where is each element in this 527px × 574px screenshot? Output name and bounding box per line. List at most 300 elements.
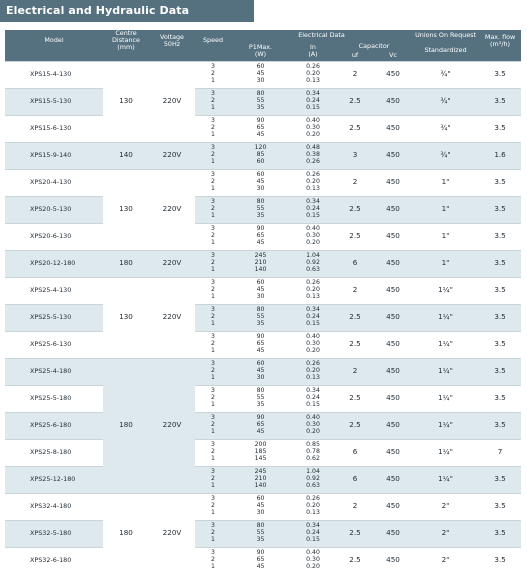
speed-cell-line: 3 — [211, 468, 215, 476]
capacitor-vc-cell: 450 — [374, 439, 412, 466]
union-cell: 1" — [412, 196, 479, 223]
p1max-cell-line: 90 — [256, 414, 265, 422]
model-cell: XPS25-8-180 — [5, 439, 103, 466]
capacitor-uf-cell: 2.5 — [336, 331, 374, 358]
max-flow-cell: 3.5 — [479, 250, 521, 277]
current-cell-line: 1.04 — [306, 468, 320, 476]
centre-distance-cell: 180 — [103, 250, 149, 277]
capacitor-uf-cell: 2.5 — [336, 88, 374, 115]
centre-distance-cell: 140 — [103, 142, 149, 169]
p1max-cell — [231, 520, 290, 547]
capacitor-uf-cell: 2 — [336, 358, 374, 385]
speed-cell-line: 3 — [211, 117, 215, 125]
p1max-cell-line: 90 — [256, 117, 265, 125]
p1max-cell — [231, 466, 290, 493]
p1max-cell-line: 90 — [256, 225, 265, 233]
model-cell: XPS15-5-130 — [5, 88, 103, 115]
header-electrical-data: Electrical Data — [231, 30, 412, 41]
p1max-cell-line: 35 — [256, 319, 265, 327]
p1max-cell — [231, 277, 290, 304]
p1max-cell-line: 30 — [256, 184, 265, 192]
speed-cell-line: 1 — [211, 292, 215, 300]
max-flow-cell: 3.5 — [479, 412, 521, 439]
current-cell-line: 0.24 — [306, 97, 320, 105]
current-cell-line: 0.48 — [306, 144, 320, 152]
p1max-cell — [231, 439, 290, 466]
voltage-cell: 220V — [149, 142, 195, 169]
current-cell-line: 0.30 — [306, 556, 320, 564]
speed-cell-line: 3 — [211, 360, 215, 368]
model-cell: XPS25-5-130 — [5, 304, 103, 331]
max-flow-cell: 3.5 — [479, 61, 521, 88]
table-row — [5, 412, 521, 439]
model-cell: XPS32-6-180 — [5, 547, 103, 574]
p1max-cell-line: 30 — [256, 508, 265, 516]
max-flow-cell: 3.5 — [479, 547, 521, 574]
speed-cell-line: 2 — [211, 151, 215, 159]
current-cell — [290, 223, 336, 250]
centre-distance-cell: 130 — [103, 277, 149, 358]
speed-cell-line: 3 — [211, 414, 215, 422]
current-cell — [290, 439, 336, 466]
p1max-cell-line: 90 — [256, 549, 265, 557]
p1max-cell — [231, 412, 290, 439]
model-cell: XPS15-9-140 — [5, 142, 103, 169]
p1max-cell-line: 65 — [256, 124, 265, 132]
p1max-cell-line: 60 — [256, 360, 265, 368]
speed-cell-line: 1 — [211, 211, 215, 219]
speed-cell-line: 3 — [211, 387, 215, 395]
table-row — [5, 358, 521, 385]
max-flow-cell: 3.5 — [479, 358, 521, 385]
current-cell-line: 0.13 — [306, 508, 320, 516]
header-voltage: Voltage 50Hz — [149, 30, 195, 51]
p1max-cell — [231, 250, 290, 277]
model-cell: XPS32-5-180 — [5, 520, 103, 547]
current-cell — [290, 466, 336, 493]
current-cell-line: 0.24 — [306, 205, 320, 213]
current-cell-line: 0.20 — [306, 70, 320, 78]
max-flow-cell: 3.5 — [479, 520, 521, 547]
speed-cell-line: 2 — [211, 421, 215, 429]
header-centre-distance: Centre Distance (mm) — [103, 30, 149, 51]
current-cell-line: 0.34 — [306, 90, 320, 98]
capacitor-vc-cell: 450 — [374, 385, 412, 412]
table-row — [5, 61, 521, 88]
current-cell — [290, 169, 336, 196]
current-cell-line: 0.15 — [306, 535, 320, 543]
max-flow-cell: 3.5 — [479, 466, 521, 493]
speed-cell — [195, 88, 231, 115]
union-cell: 1¼" — [412, 385, 479, 412]
current-cell-line: 0.34 — [306, 387, 320, 395]
p1max-cell-line: 65 — [256, 556, 265, 564]
max-flow-cell: 3.5 — [479, 304, 521, 331]
capacitor-vc-cell: 450 — [374, 196, 412, 223]
speed-cell-line: 1 — [211, 265, 215, 273]
current-cell-line: 0.30 — [306, 232, 320, 240]
capacitor-uf-cell: 2 — [336, 61, 374, 88]
current-cell-line: 0.38 — [306, 151, 320, 159]
capacitor-vc-cell: 450 — [374, 304, 412, 331]
current-cell-line: 0.92 — [306, 259, 320, 267]
capacitor-uf-cell: 2.5 — [336, 412, 374, 439]
p1max-cell — [231, 547, 290, 574]
current-cell-line: 0.34 — [306, 198, 320, 206]
current-cell-line: 0.30 — [306, 421, 320, 429]
speed-cell — [195, 169, 231, 196]
current-cell-line: 0.26 — [306, 63, 320, 71]
speed-cell-line: 1 — [211, 400, 215, 408]
speed-cell-line: 2 — [211, 475, 215, 483]
table-row — [5, 493, 521, 520]
current-cell-line: 0.20 — [306, 563, 320, 571]
header-p1max: P1Max. (W) — [231, 41, 290, 61]
speed-cell-line: 2 — [211, 259, 215, 267]
current-cell-line: 0.62 — [306, 454, 320, 462]
capacitor-vc-cell: 450 — [374, 88, 412, 115]
p1max-cell — [231, 358, 290, 385]
speed-cell-line: 1 — [211, 238, 215, 246]
p1max-cell-line: 90 — [256, 333, 265, 341]
speed-cell-line: 2 — [211, 178, 215, 186]
capacitor-vc-cell: 450 — [374, 520, 412, 547]
voltage-cell: 220V — [149, 358, 195, 493]
current-cell — [290, 520, 336, 547]
speed-cell-line: 3 — [211, 306, 215, 314]
capacitor-uf-cell: 6 — [336, 466, 374, 493]
speed-cell — [195, 142, 231, 169]
speed-cell-line: 1 — [211, 427, 215, 435]
capacitor-uf-cell: 2.5 — [336, 115, 374, 142]
table-row — [5, 196, 521, 223]
model-cell: XPS32-4-180 — [5, 493, 103, 520]
section-title: Electrical and Hydraulic Data — [6, 4, 190, 17]
table-row — [5, 223, 521, 250]
table-row — [5, 88, 521, 115]
capacitor-vc-cell: 450 — [374, 223, 412, 250]
speed-cell-line: 3 — [211, 198, 215, 206]
p1max-cell-line: 80 — [256, 198, 265, 206]
p1max-cell-line: 45 — [256, 502, 265, 510]
p1max-cell-line: 85 — [256, 151, 265, 159]
centre-distance-cell: 130 — [103, 61, 149, 142]
header-speed-sub — [195, 51, 231, 61]
current-cell-line: 0.34 — [306, 306, 320, 314]
union-cell: 2" — [412, 493, 479, 520]
union-cell: 1¼" — [412, 358, 479, 385]
speed-cell-line: 1 — [211, 76, 215, 84]
current-cell-line: 0.30 — [306, 340, 320, 348]
table-row — [5, 142, 521, 169]
speed-cell — [195, 196, 231, 223]
speed-cell-line: 3 — [211, 522, 215, 530]
centre-distance-cell: 180 — [103, 358, 149, 493]
current-cell-line: 0.15 — [306, 211, 320, 219]
union-cell: ¾" — [412, 115, 479, 142]
model-cell: XPS15-6-130 — [5, 115, 103, 142]
max-flow-cell: 3.5 — [479, 493, 521, 520]
current-cell-line: 0.40 — [306, 333, 320, 341]
current-cell-line: 0.26 — [306, 360, 320, 368]
current-cell-line: 0.26 — [306, 157, 320, 165]
current-cell-line: 0.13 — [306, 184, 320, 192]
current-cell-line: 0.13 — [306, 76, 320, 84]
model-cell: XPS25-6-130 — [5, 331, 103, 358]
p1max-cell — [231, 223, 290, 250]
p1max-cell — [231, 304, 290, 331]
table-row — [5, 169, 521, 196]
union-cell: 1¼" — [412, 412, 479, 439]
speed-cell-line: 1 — [211, 130, 215, 138]
current-cell — [290, 412, 336, 439]
p1max-cell-line: 45 — [256, 130, 265, 138]
header-uf: uf — [336, 51, 374, 61]
capacitor-vc-cell: 450 — [374, 466, 412, 493]
current-cell — [290, 196, 336, 223]
p1max-cell — [231, 331, 290, 358]
current-cell — [290, 88, 336, 115]
header-standardized: Standardized — [412, 41, 479, 61]
header-capacitor: Capacitor — [336, 41, 412, 51]
p1max-cell-line: 30 — [256, 292, 265, 300]
capacitor-uf-cell: 6 — [336, 439, 374, 466]
p1max-cell-line: 145 — [254, 454, 267, 462]
p1max-cell-line: 60 — [256, 157, 265, 165]
current-cell-line: 0.30 — [306, 124, 320, 132]
current-cell — [290, 331, 336, 358]
header-model-sub — [5, 51, 103, 61]
speed-cell — [195, 358, 231, 385]
speed-cell — [195, 547, 231, 574]
union-cell: 1¼" — [412, 304, 479, 331]
speed-cell-line: 1 — [211, 508, 215, 516]
speed-cell-line: 1 — [211, 481, 215, 489]
speed-cell-line: 3 — [211, 279, 215, 287]
union-cell: 2" — [412, 520, 479, 547]
p1max-cell-line: 245 — [254, 468, 267, 476]
current-cell-line: 0.15 — [306, 103, 320, 111]
p1max-cell-line: 200 — [254, 441, 267, 449]
p1max-cell-line: 210 — [254, 259, 267, 267]
speed-cell — [195, 520, 231, 547]
current-cell-line: 0.24 — [306, 529, 320, 537]
p1max-cell-line: 140 — [254, 481, 267, 489]
model-cell: XPS15-4-130 — [5, 61, 103, 88]
speed-cell-line: 2 — [211, 502, 215, 510]
speed-cell-line: 2 — [211, 205, 215, 213]
header-flow-sub — [479, 51, 521, 61]
speed-cell — [195, 223, 231, 250]
p1max-cell-line: 45 — [256, 367, 265, 375]
current-cell-line: 0.20 — [306, 367, 320, 375]
table-row — [5, 115, 521, 142]
p1max-cell-line: 45 — [256, 427, 265, 435]
table-row — [5, 304, 521, 331]
current-cell-line: 0.24 — [306, 313, 320, 321]
max-flow-cell: 3.5 — [479, 169, 521, 196]
speed-cell-line: 2 — [211, 556, 215, 564]
p1max-cell-line: 35 — [256, 535, 265, 543]
max-flow-cell: 3.5 — [479, 385, 521, 412]
model-cell: XPS20-6-130 — [5, 223, 103, 250]
speed-cell — [195, 277, 231, 304]
current-cell-line: 0.40 — [306, 549, 320, 557]
union-cell: 1" — [412, 250, 479, 277]
speed-cell-line: 3 — [211, 90, 215, 98]
table-row — [5, 520, 521, 547]
speed-cell-line: 1 — [211, 319, 215, 327]
current-cell-line: 0.34 — [306, 522, 320, 530]
speed-cell-line: 3 — [211, 549, 215, 557]
speed-cell-line: 2 — [211, 97, 215, 105]
p1max-cell — [231, 61, 290, 88]
header-speed: Speed — [195, 30, 231, 51]
current-cell-line: 0.15 — [306, 400, 320, 408]
voltage-cell: 220V — [149, 493, 195, 574]
union-cell: 2" — [412, 547, 479, 574]
speed-cell-line: 3 — [211, 171, 215, 179]
max-flow-cell: 3.5 — [479, 88, 521, 115]
current-cell-line: 0.40 — [306, 225, 320, 233]
current-cell-line: 0.63 — [306, 481, 320, 489]
capacitor-vc-cell: 450 — [374, 331, 412, 358]
current-cell-line: 0.63 — [306, 265, 320, 273]
max-flow-cell: 7 — [479, 439, 521, 466]
capacitor-uf-cell: 6 — [336, 250, 374, 277]
union-cell: ¾" — [412, 142, 479, 169]
speed-cell — [195, 250, 231, 277]
model-cell: XPS25-12-180 — [5, 466, 103, 493]
p1max-cell-line: 45 — [256, 178, 265, 186]
p1max-cell — [231, 142, 290, 169]
capacitor-vc-cell: 450 — [374, 547, 412, 574]
current-cell-line: 0.20 — [306, 427, 320, 435]
speed-cell-line: 2 — [211, 394, 215, 402]
speed-cell-line: 3 — [211, 63, 215, 71]
table-row — [5, 277, 521, 304]
capacitor-vc-cell: 450 — [374, 412, 412, 439]
p1max-cell-line: 80 — [256, 387, 265, 395]
union-cell: 1¼" — [412, 466, 479, 493]
electrical-hydraulic-table — [5, 30, 521, 574]
p1max-cell-line: 60 — [256, 279, 265, 287]
speed-cell — [195, 385, 231, 412]
header-vc: Vc — [374, 51, 412, 61]
p1max-cell-line: 80 — [256, 522, 265, 530]
p1max-cell — [231, 493, 290, 520]
current-cell-line: 0.20 — [306, 346, 320, 354]
p1max-cell-line: 45 — [256, 238, 265, 246]
speed-cell-line: 2 — [211, 448, 215, 456]
p1max-cell — [231, 196, 290, 223]
union-cell: 1¼" — [412, 331, 479, 358]
speed-cell-line: 1 — [211, 563, 215, 571]
p1max-cell-line: 45 — [256, 70, 265, 78]
capacitor-uf-cell: 2.5 — [336, 196, 374, 223]
current-cell — [290, 115, 336, 142]
current-cell-line: 0.24 — [306, 394, 320, 402]
p1max-cell-line: 45 — [256, 563, 265, 571]
current-cell-line: 0.26 — [306, 495, 320, 503]
model-cell: XPS20-12-180 — [5, 250, 103, 277]
speed-cell-line: 3 — [211, 441, 215, 449]
header-in: In (A) — [290, 41, 336, 61]
speed-cell — [195, 115, 231, 142]
p1max-cell-line: 60 — [256, 171, 265, 179]
union-cell: 1" — [412, 223, 479, 250]
capacitor-vc-cell: 450 — [374, 115, 412, 142]
current-cell-line: 0.26 — [306, 171, 320, 179]
max-flow-cell: 3.5 — [479, 331, 521, 358]
max-flow-cell: 3.5 — [479, 196, 521, 223]
speed-cell-line: 3 — [211, 144, 215, 152]
capacitor-uf-cell: 2 — [336, 493, 374, 520]
header-max-flow: Max. flow (m³/h) — [479, 30, 521, 51]
p1max-cell-line: 55 — [256, 529, 265, 537]
centre-distance-cell: 180 — [103, 493, 149, 574]
union-cell: 1¼" — [412, 277, 479, 304]
speed-cell-line: 3 — [211, 225, 215, 233]
union-cell: 1" — [412, 169, 479, 196]
p1max-cell — [231, 115, 290, 142]
capacitor-vc-cell: 450 — [374, 61, 412, 88]
current-cell-line: 0.13 — [306, 292, 320, 300]
capacitor-uf-cell: 2.5 — [336, 304, 374, 331]
speed-cell-line: 1 — [211, 346, 215, 354]
current-cell-line: 0.20 — [306, 178, 320, 186]
speed-cell — [195, 439, 231, 466]
table-row — [5, 547, 521, 574]
p1max-cell — [231, 169, 290, 196]
speed-cell — [195, 466, 231, 493]
p1max-cell-line: 30 — [256, 373, 265, 381]
p1max-cell-line: 55 — [256, 97, 265, 105]
table-row — [5, 466, 521, 493]
header-model: Model — [5, 30, 103, 51]
speed-cell-line: 2 — [211, 70, 215, 78]
speed-cell — [195, 493, 231, 520]
p1max-cell-line: 55 — [256, 394, 265, 402]
p1max-cell-line: 185 — [254, 448, 267, 456]
speed-cell — [195, 304, 231, 331]
p1max-cell-line: 210 — [254, 475, 267, 483]
current-cell-line: 1.04 — [306, 252, 320, 260]
speed-cell-line: 3 — [211, 333, 215, 341]
table-row — [5, 385, 521, 412]
model-cell: XPS25-4-130 — [5, 277, 103, 304]
union-cell: ¾" — [412, 88, 479, 115]
section-title-bar — [0, 0, 254, 22]
speed-cell-line: 2 — [211, 232, 215, 240]
p1max-cell — [231, 88, 290, 115]
p1max-cell-line: 65 — [256, 340, 265, 348]
max-flow-cell: 1.6 — [479, 142, 521, 169]
p1max-cell-line: 80 — [256, 90, 265, 98]
speed-cell-line: 1 — [211, 184, 215, 192]
speed-cell-line: 2 — [211, 124, 215, 132]
model-cell: XPS25-6-180 — [5, 412, 103, 439]
centre-distance-cell: 130 — [103, 169, 149, 250]
capacitor-vc-cell: 450 — [374, 358, 412, 385]
speed-cell-line: 2 — [211, 529, 215, 537]
current-cell — [290, 277, 336, 304]
capacitor-uf-cell: 2 — [336, 169, 374, 196]
capacitor-uf-cell: 2.5 — [336, 547, 374, 574]
p1max-cell-line: 35 — [256, 400, 265, 408]
current-cell-line: 0.26 — [306, 279, 320, 287]
p1max-cell-line: 60 — [256, 63, 265, 71]
